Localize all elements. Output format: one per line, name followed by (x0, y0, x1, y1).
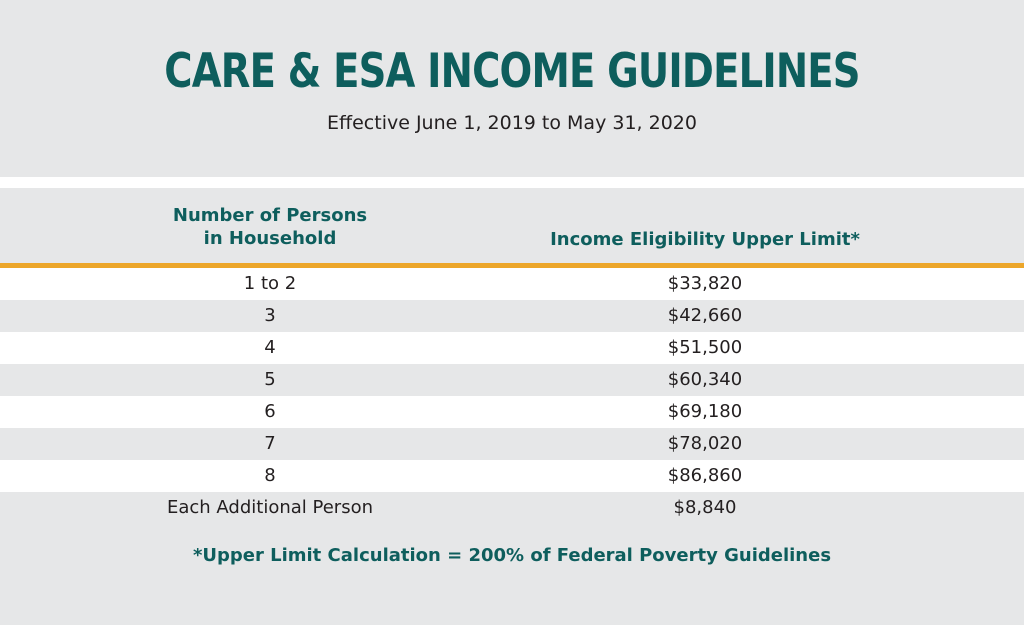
limit-cell: $33,820 (667, 273, 743, 294)
table-row (0, 332, 1024, 364)
table-row (0, 460, 1024, 492)
table-row (0, 268, 1024, 300)
table-row (0, 364, 1024, 396)
limit-cell: $60,340 (667, 369, 743, 390)
limit-cell: $69,180 (667, 401, 743, 422)
page-title: CARE & ESA INCOME GUIDELINES (164, 44, 860, 99)
persons-cell: 3 (264, 305, 276, 326)
divider-band (0, 177, 1024, 188)
persons-cell: 5 (264, 369, 276, 390)
persons-cell: 6 (264, 401, 276, 422)
limit-cell: $86,860 (667, 465, 743, 486)
table-row (0, 428, 1024, 460)
effective-dates: Effective June 1, 2019 to May 31, 2020 (327, 112, 697, 134)
limit-cell: $51,500 (667, 337, 743, 358)
column-header-persons-line1: Number of Persons (172, 205, 368, 226)
column-header-persons (120, 204, 420, 250)
column-header-persons-line2: in Household (203, 228, 337, 249)
limit-cell: $8,840 (673, 497, 737, 518)
income-table-body (0, 268, 1024, 524)
table-header (0, 188, 1024, 263)
column-header-income-limit: Income Eligibility Upper Limit* (550, 229, 860, 250)
persons-cell: 7 (264, 433, 276, 454)
persons-cell: 8 (264, 465, 276, 486)
persons-cell: 4 (264, 337, 276, 358)
table-row (0, 396, 1024, 428)
table-row (0, 492, 1024, 524)
limit-cell: $78,020 (667, 433, 743, 454)
persons-cell: 1 to 2 (243, 273, 297, 294)
persons-cell: Each Additional Person (167, 497, 373, 518)
table-row (0, 300, 1024, 332)
limit-cell: $42,660 (667, 305, 743, 326)
footnote: *Upper Limit Calculation = 200% of Federal Poverty Guidelines (192, 545, 832, 566)
